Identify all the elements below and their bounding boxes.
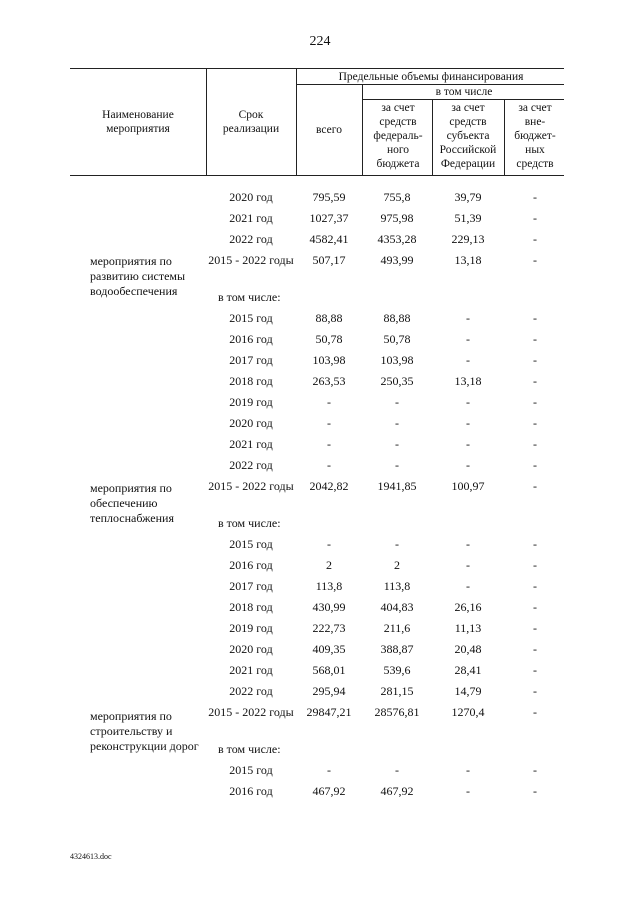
including-label: в том числе:	[218, 290, 281, 304]
total-cell: 507,17	[312, 253, 346, 267]
regional-cell: -	[466, 558, 470, 572]
term-cell: 2021 год	[229, 437, 273, 451]
header-bottom-rule	[70, 175, 564, 176]
extrabudget-cell: -	[533, 353, 537, 367]
table-row	[0, 437, 640, 457]
total-cell: 222,73	[312, 621, 346, 635]
regional-cell: -	[466, 311, 470, 325]
federal-cell: -	[395, 437, 399, 451]
federal-cell: 388,87	[380, 642, 414, 656]
table-row	[0, 642, 640, 662]
federal-cell: 539,6	[383, 663, 411, 677]
federal-cell: 211,6	[383, 621, 411, 635]
regional-cell: -	[466, 353, 470, 367]
total-cell: 50,78	[315, 332, 343, 346]
regional-cell: -	[466, 537, 470, 551]
total-cell: 113,8	[315, 579, 343, 593]
table-row	[0, 516, 640, 536]
regional-cell: -	[466, 458, 470, 472]
table-row	[0, 558, 640, 578]
regional-cell: -	[466, 763, 470, 777]
federal-cell: -	[395, 537, 399, 551]
federal-cell: -	[395, 458, 399, 472]
federal-cell: 975,98	[380, 211, 414, 225]
extrabudget-cell: -	[533, 579, 537, 593]
term-cell: 2019 год	[229, 621, 273, 635]
term-cell: 2015 год	[229, 537, 273, 551]
federal-cell: 493,99	[380, 253, 414, 267]
total-cell: 88,88	[315, 311, 343, 325]
federal-cell: -	[395, 395, 399, 409]
regional-cell: 13,18	[454, 374, 482, 388]
federal-cell: 404,83	[380, 600, 414, 614]
header-total: всего	[316, 124, 342, 136]
extrabudget-cell: -	[533, 784, 537, 798]
extrabudget-cell: -	[533, 479, 537, 493]
total-cell: 430,99	[312, 600, 346, 614]
total-cell: 29847,21	[306, 705, 352, 719]
federal-cell: 50,78	[383, 332, 411, 346]
including-sub-rule	[362, 99, 564, 100]
col-divider-2	[296, 68, 297, 176]
term-cell: 2020 год	[229, 190, 273, 204]
page-number: 224	[309, 34, 331, 49]
term-cell: 2021 год	[229, 211, 273, 225]
term-cell: 2015 - 2022 годы	[208, 705, 294, 719]
term-cell: 2018 год	[229, 600, 273, 614]
federal-cell: 88,88	[383, 311, 411, 325]
measure-label: мероприятия по обеспечению теплоснабжения	[90, 481, 174, 525]
term-cell: 2015 - 2022 годы	[208, 479, 294, 493]
extrabudget-cell: -	[533, 537, 537, 551]
extrabudget-cell: -	[533, 332, 537, 346]
total-cell: 568,01	[312, 663, 346, 677]
total-cell: -	[327, 395, 331, 409]
federal-cell: 28576,81	[374, 705, 420, 719]
extrabudget-cell: -	[533, 684, 537, 698]
table-row	[0, 253, 640, 273]
table-row	[0, 458, 640, 478]
total-cell: 295,94	[312, 684, 346, 698]
regional-cell: -	[466, 579, 470, 593]
term-cell: 2020 год	[229, 642, 273, 656]
table-row	[0, 395, 640, 415]
total-cell: -	[327, 537, 331, 551]
extrabudget-cell: -	[533, 437, 537, 451]
extrabudget-cell: -	[533, 190, 537, 204]
regional-cell: 28,41	[454, 663, 482, 677]
footer-filename: 4324613.doc	[70, 852, 112, 861]
extrabudget-cell: -	[533, 663, 537, 677]
term-cell: 2022 год	[229, 232, 273, 246]
table-row	[0, 579, 640, 599]
extrabudget-cell: -	[533, 458, 537, 472]
header-federal: за счет средств федераль-ного бюджета	[373, 102, 423, 170]
term-cell: 2022 год	[229, 684, 273, 698]
extrabudget-cell: -	[533, 253, 537, 267]
federal-cell: 281,15	[380, 684, 414, 698]
regional-cell: 39,79	[454, 190, 482, 204]
table-row	[0, 290, 640, 310]
extrabudget-cell: -	[533, 705, 537, 719]
table-row	[0, 784, 640, 804]
col-divider-4	[432, 99, 433, 176]
extrabudget-cell: -	[533, 211, 537, 225]
total-cell: 1027,37	[309, 211, 349, 225]
total-cell: 409,35	[312, 642, 346, 656]
header-extrabudget: за счет вне-бюджет-ных средств	[514, 102, 556, 170]
extrabudget-cell: -	[533, 558, 537, 572]
term-cell: 2015 - 2022 годы	[208, 253, 294, 267]
federal-cell: 755,8	[383, 190, 411, 204]
term-cell: 2015 год	[229, 311, 273, 325]
total-cell: 263,53	[312, 374, 346, 388]
table-row	[0, 705, 640, 725]
federal-cell: -	[395, 416, 399, 430]
extrabudget-cell: -	[533, 642, 537, 656]
term-cell: 2020 год	[229, 416, 273, 430]
regional-cell: 14,79	[454, 684, 482, 698]
regional-cell: 26,16	[454, 600, 482, 614]
federal-cell: -	[395, 763, 399, 777]
federal-cell: 2	[394, 558, 400, 572]
extrabudget-cell: -	[533, 600, 537, 614]
table-row	[0, 353, 640, 373]
total-cell: -	[327, 458, 331, 472]
table-row	[0, 416, 640, 436]
total-cell: -	[327, 437, 331, 451]
extrabudget-cell: -	[533, 311, 537, 325]
regional-cell: -	[466, 395, 470, 409]
table-row	[0, 537, 640, 557]
extrabudget-cell: -	[533, 763, 537, 777]
table-row	[0, 600, 640, 620]
header-term: Срок реализации	[222, 109, 280, 135]
term-cell: 2019 год	[229, 395, 273, 409]
table-row	[0, 190, 640, 210]
federal-cell: 467,92	[380, 784, 414, 798]
col-divider-3	[362, 84, 363, 176]
table-row	[0, 311, 640, 331]
extrabudget-cell: -	[533, 621, 537, 635]
regional-cell: 13,18	[454, 253, 482, 267]
table-row	[0, 211, 640, 231]
col-divider-5	[504, 99, 505, 176]
regional-cell: 1270,4	[451, 705, 485, 719]
header-top-rule	[70, 68, 564, 69]
total-cell: 4582,41	[309, 232, 349, 246]
total-cell: 103,98	[312, 353, 346, 367]
regional-cell: -	[466, 437, 470, 451]
regional-cell: 229,13	[451, 232, 485, 246]
term-cell: 2017 год	[229, 353, 273, 367]
federal-cell: 250,35	[380, 374, 414, 388]
header-regional: за счет средств субъекта Российской Федерации	[439, 102, 497, 170]
extrabudget-cell: -	[533, 395, 537, 409]
header-name: Наименование мероприятия	[102, 109, 174, 135]
term-cell: 2016 год	[229, 784, 273, 798]
regional-cell: -	[466, 784, 470, 798]
term-cell: 2016 год	[229, 558, 273, 572]
table-row	[0, 332, 640, 352]
table-row	[0, 763, 640, 783]
extrabudget-cell: -	[533, 232, 537, 246]
total-cell: 2	[326, 558, 332, 572]
measure-label: мероприятия по строительству и реконструкции дорог	[90, 709, 199, 753]
col-divider-1	[206, 68, 207, 176]
total-cell: 467,92	[312, 784, 346, 798]
term-cell: 2015 год	[229, 763, 273, 777]
table-row	[0, 479, 640, 499]
regional-cell: -	[466, 332, 470, 346]
federal-cell: 103,98	[380, 353, 414, 367]
table-row	[0, 232, 640, 252]
table-row	[0, 374, 640, 394]
header-limits: Предельные объемы финансирования	[338, 71, 524, 83]
table-row	[0, 684, 640, 704]
extrabudget-cell: -	[533, 416, 537, 430]
federal-cell: 4353,28	[377, 232, 417, 246]
table-row	[0, 663, 640, 683]
regional-cell: 20,48	[454, 642, 482, 656]
total-cell: -	[327, 416, 331, 430]
regional-cell: 51,39	[454, 211, 482, 225]
total-cell: 795,59	[312, 190, 346, 204]
term-cell: 2022 год	[229, 458, 273, 472]
table-row	[0, 621, 640, 641]
term-cell: 2018 год	[229, 374, 273, 388]
extrabudget-cell: -	[533, 374, 537, 388]
regional-cell: -	[466, 416, 470, 430]
table-row	[0, 742, 640, 762]
term-cell: 2016 год	[229, 332, 273, 346]
federal-cell: 113,8	[383, 579, 411, 593]
federal-cell: 1941,85	[377, 479, 417, 493]
total-cell: -	[327, 763, 331, 777]
regional-cell: 100,97	[451, 479, 485, 493]
including-label: в том числе:	[218, 742, 281, 756]
term-cell: 2017 год	[229, 579, 273, 593]
header-including: в том числе	[435, 86, 493, 98]
measure-label: мероприятия по развитию системы водообеспечения	[90, 254, 186, 298]
term-cell: 2021 год	[229, 663, 273, 677]
regional-cell: 11,13	[454, 621, 482, 635]
total-cell: 2042,82	[309, 479, 349, 493]
including-label: в том числе:	[218, 516, 281, 530]
